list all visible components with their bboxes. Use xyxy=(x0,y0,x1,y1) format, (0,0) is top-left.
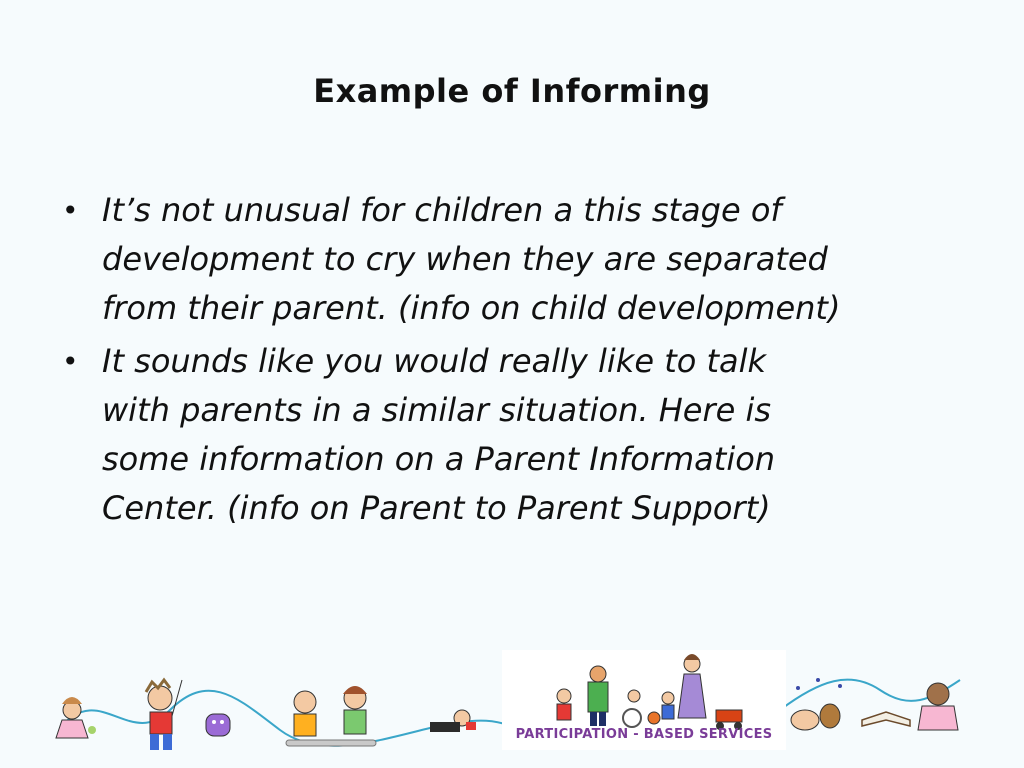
purple-toy-icon xyxy=(206,714,230,736)
bullet-line: It’s not unusual for children a this stage of xyxy=(102,191,782,229)
bullet-line: some information on a Parent Information xyxy=(102,440,776,478)
bullet-item xyxy=(58,337,978,533)
open-book-icon xyxy=(862,712,910,726)
bullet-marker: • xyxy=(62,194,79,227)
girl-icon xyxy=(56,697,96,738)
sleeping-baby-icon xyxy=(791,678,842,730)
bullet-line: development to cry when they are separated xyxy=(102,240,828,278)
baby-icon xyxy=(918,683,958,730)
participation-based-services-logo xyxy=(502,650,786,750)
bullet-marker: • xyxy=(62,345,79,378)
logo-text: PARTICIPATION - BASED SERVICES xyxy=(515,727,773,742)
bullet-item xyxy=(58,186,978,333)
bullet-line: It sounds like you would really like to talk xyxy=(102,342,767,380)
bullet-list xyxy=(58,186,978,537)
slide-title: Example of Informing xyxy=(313,72,711,110)
bullet-line: from their parent. (info on child development) xyxy=(102,289,841,327)
boy-with-kite-icon xyxy=(146,680,182,750)
kids-on-safety-pin-icon xyxy=(286,686,376,746)
child-reading-icon xyxy=(430,710,476,732)
bullet-line: with parents in a similar situation. Here is xyxy=(102,391,772,429)
bullet-line: Center. (info on Parent to Parent Support) xyxy=(102,489,771,527)
